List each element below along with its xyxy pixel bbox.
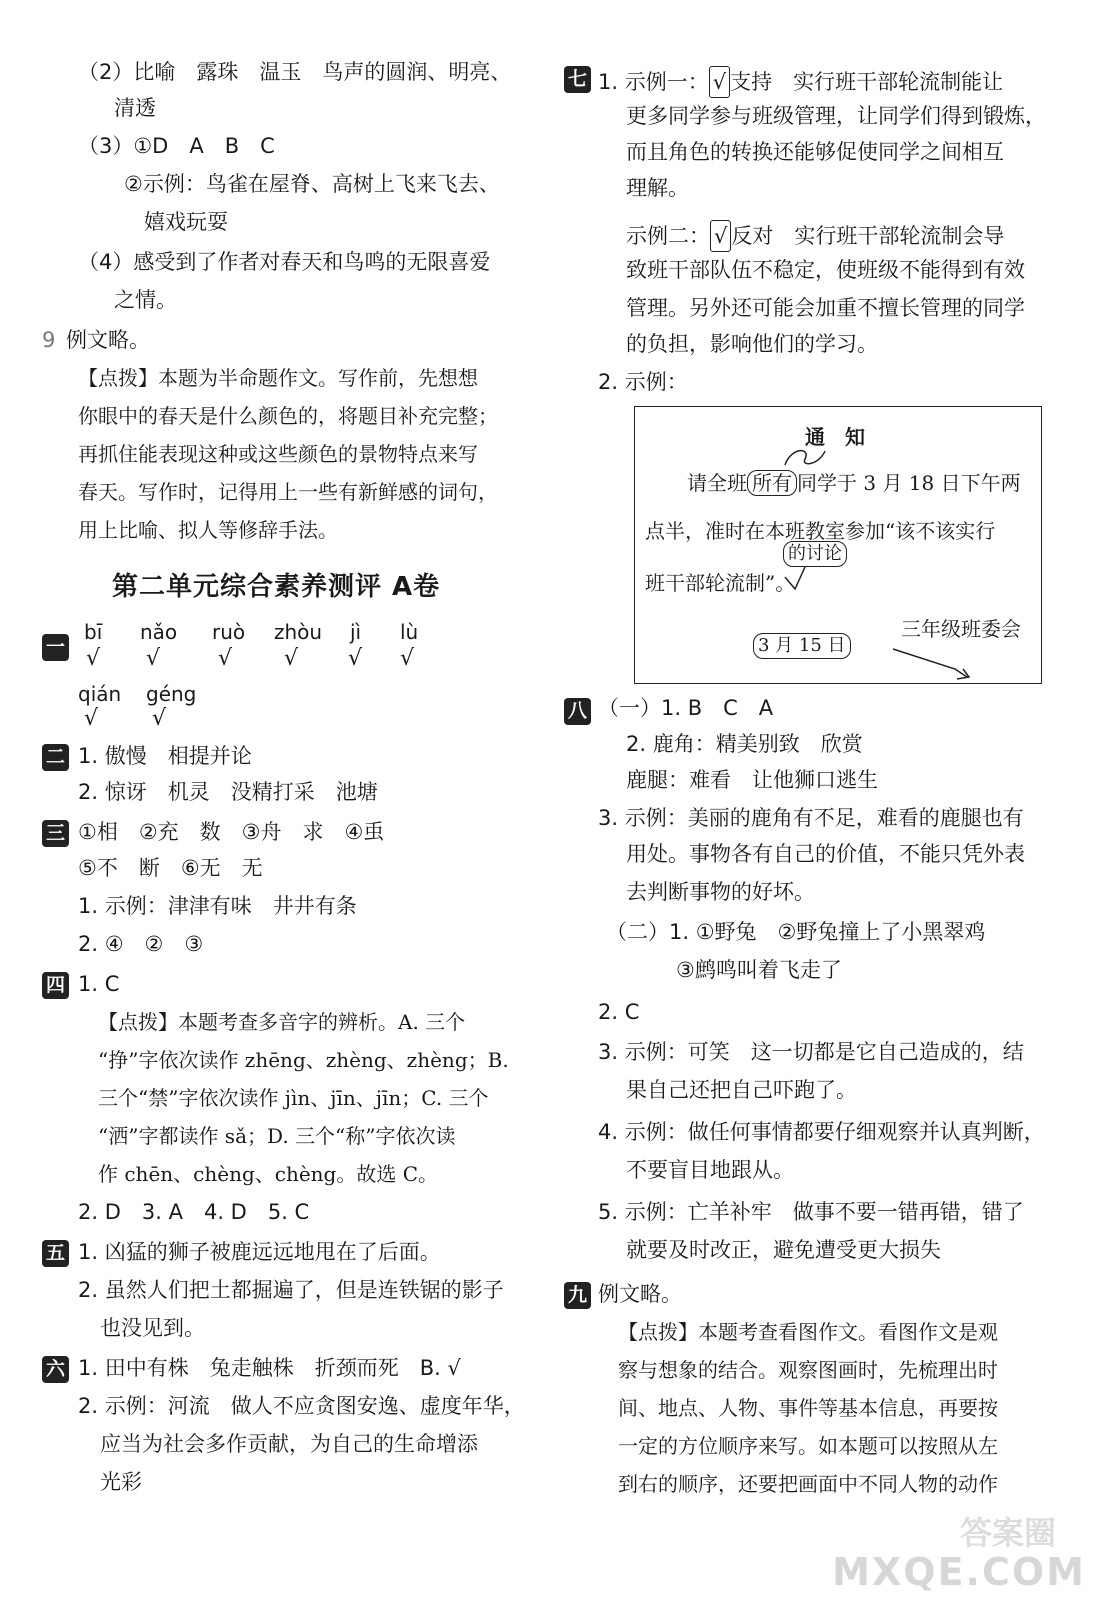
section-4-badge: 四 xyxy=(42,972,69,999)
answer-7-2: 2. 示例： xyxy=(598,370,688,394)
tip-9-line: 到右的顺序，还要把画面中不同人物的动作 xyxy=(618,1472,998,1496)
watermark: MXQE.COM xyxy=(832,1550,1086,1594)
section-2-badge: 二 xyxy=(42,744,69,771)
pinyin: ruò xyxy=(212,620,246,644)
answer-8-part1-3-cont: 用处。事物各有自己的价值，不能只凭外表 xyxy=(626,842,1025,866)
answer-8-2: （2）比喻 露珠 温玉 鸟声的圆润、明亮、 xyxy=(78,60,512,84)
answer-8-part1-3: 3. 示例：美丽的鹿角有不足，难看的鹿腿也有 xyxy=(598,806,1024,830)
check-mark: √ xyxy=(146,646,161,671)
tip-4-line: 【点拨】本题考查多音字的辨析。A. 三个 xyxy=(98,1010,466,1034)
tip-4-line: “挣”字依次读作 zhēng、zhèng、zhèng；B. xyxy=(98,1048,509,1072)
answer-8-3-2-cont: 嬉戏玩耍 xyxy=(144,210,228,234)
answer-8-part2-5-cont: 就要及时改正，避免遭受更大损失 xyxy=(626,1238,941,1262)
answer-5-1: 1. 凶猛的狮子被鹿远远地甩在了后面。 xyxy=(78,1240,441,1264)
answer-7-1 xyxy=(598,66,1003,98)
answer-8-4: （4）感受到了作者对春天和鸟鸣的无限喜爱 xyxy=(78,250,491,274)
tip-9-line: 【点拨】本题考查看图作文。看图作文是观 xyxy=(618,1320,998,1344)
answer-8-part2-4: 4. 示例：做任何事情都要仔细观察并认真判断， xyxy=(598,1120,1045,1144)
notice-box xyxy=(634,406,1042,684)
tip-9-line: 间、地点、人物、事件等基本信息，再要按 xyxy=(618,1396,998,1420)
notice-title: 通 知 xyxy=(805,425,865,449)
caret-mark xyxy=(785,567,805,589)
inserted-word: 所有 xyxy=(747,470,797,496)
answer-8-part2-4-cont: 不要盲目地跟从。 xyxy=(626,1158,794,1182)
answer-4-1: 1. C xyxy=(78,972,120,996)
example-label: 1. 示例一： xyxy=(598,70,709,94)
check-mark: √ xyxy=(86,646,101,671)
example-text: 反对 实行班干部轮流制会导 xyxy=(731,224,1005,248)
section-3-badge: 三 xyxy=(42,820,69,847)
section-6-badge: 六 xyxy=(42,1356,69,1383)
answer-7-1-example2-cont: 的负担，影响他们的学习。 xyxy=(626,332,878,356)
insert-mark xyxy=(785,451,825,465)
check-mark: √ xyxy=(284,646,299,671)
answer-8-part1-2: 2. 鹿角：精美别致 欣赏 xyxy=(626,732,863,756)
answer-8-part2-3-cont: 果自己还把自己吓跑了。 xyxy=(626,1078,857,1102)
answer-7-1-example2-cont: 管理。另外还可能会加重不擅长管理的同学 xyxy=(626,296,1025,320)
answer-7-1-example2 xyxy=(626,220,1004,252)
answer-8-part2-2: 2. C xyxy=(598,1000,640,1024)
answer-2-1: 1. 傲慢 相提并论 xyxy=(78,744,252,768)
answer-5-2-cont: 也没见到。 xyxy=(100,1316,205,1340)
tip-9-line: 春天。写作时，记得用上一些有新鲜感的词句， xyxy=(78,480,498,504)
tip-9-line: 再抓住能表现这种或这些颜色的景物特点来写 xyxy=(78,442,478,466)
answer-8-3: （3）①D A B C xyxy=(78,134,275,158)
answer-6-2-cont: 应当为社会多作贡献，为自己的生命增添 xyxy=(100,1432,478,1456)
tip-9-line: 【点拨】本题为半命题作文。写作前，先想想 xyxy=(78,366,478,390)
section-5-badge: 五 xyxy=(42,1240,69,1267)
section-heading: 第二单元综合素养测评 A卷 xyxy=(112,572,441,602)
question-9-number: 9 xyxy=(42,328,56,352)
check-box: √ xyxy=(709,66,730,98)
pinyin: qián xyxy=(78,682,122,706)
tip-9-line: 用上比喻、拟人等修辞手法。 xyxy=(78,518,338,542)
check-mark: √ xyxy=(218,646,233,671)
answer-8-part2: （二）1. ①野兔 ②野兔撞上了小黑翠鸡 xyxy=(606,920,986,944)
pinyin: zhòu xyxy=(274,620,323,644)
pinyin: bī xyxy=(84,620,103,644)
answer-3: ①相 ②充 数 ③舟 求 ④䖝 xyxy=(78,820,385,844)
check-mark: √ xyxy=(400,646,415,671)
section-8-badge: 八 xyxy=(564,698,591,725)
revision-marks xyxy=(635,407,1041,683)
check-box: √ xyxy=(710,220,731,252)
answer-6-2: 2. 示例：河流 做人不应贪图安逸、虚度年华， xyxy=(78,1394,525,1418)
notice-line-3: 班干部轮流制”。 xyxy=(645,571,796,595)
question-9-answer: 例文略。 xyxy=(66,328,150,352)
tip-4-line: “洒”字都读作 sǎ；D. 三个“称”字依次读 xyxy=(98,1124,456,1148)
pinyin: lù xyxy=(400,620,419,644)
check-mark: √ xyxy=(152,706,167,731)
answer-8-part2-cont: ③鹧鸣叫着飞走了 xyxy=(676,958,842,982)
pinyin: jì xyxy=(350,620,362,644)
answer-8-part1-2b: 鹿腿：难看 让他狮口逃生 xyxy=(626,768,878,792)
answer-7-1-example2-cont: 致班干部队伍不稳定，使班级不能得到有效 xyxy=(626,258,1025,282)
pinyin: nǎo xyxy=(140,620,178,644)
answer-8-part2-3: 3. 示例：可笑 这一切都是它自己造成的，结 xyxy=(598,1040,1024,1064)
answer-9: 例文略。 xyxy=(598,1282,682,1306)
answer-7-1-cont: 理解。 xyxy=(626,176,689,200)
answer-8-part1-3-cont: 去判断事物的好坏。 xyxy=(626,880,815,904)
answer-8-part1: （一）1. B C A xyxy=(598,696,774,720)
pinyin: géng xyxy=(146,682,197,706)
answer-4-rest: 2. D 3. A 4. D 5. C xyxy=(78,1200,310,1224)
notice-text: 同学于 3 月 18 日下午两 xyxy=(797,471,1021,495)
check-mark: √ xyxy=(84,706,99,731)
tip-9-line: 一定的方位顺序来写。如本题可以按照从左 xyxy=(618,1434,998,1458)
answer-3-cont: ⑤不 断 ⑥无 无 xyxy=(78,856,263,880)
answer-7-1-cont: 而且角色的转换还能够促使同学之间相互 xyxy=(626,140,1004,164)
inserted-phrase-text: 的讨论 xyxy=(783,541,847,567)
tip-9-line: 察与想象的结合。观察图画时，先梳理出时 xyxy=(618,1358,998,1382)
answer-5-2: 2. 虽然人们把土都掘遍了，但是连铁锯的影子 xyxy=(78,1278,504,1302)
section-9-badge: 九 xyxy=(564,1282,591,1309)
answer-6-2-cont: 光彩 xyxy=(100,1470,142,1494)
answer-8-part2-5: 5. 示例：亡羊补牢 做事不要一错再错，错了 xyxy=(598,1200,1024,1224)
check-mark: √ xyxy=(348,646,363,671)
watermark-cn: 答案圈 xyxy=(959,1514,1056,1552)
answer-3-2: 2. ④ ② ③ xyxy=(78,932,204,956)
notice-text: 请全班 xyxy=(687,471,747,495)
answer-6-1: 1. 田中有株 兔走触株 折颈而死 B. √ xyxy=(78,1356,461,1380)
section-1-badge: 一 xyxy=(42,634,69,661)
notice-line-2: 点半，准时在本班教室参加“该不该实行 xyxy=(645,519,996,543)
answer-7-1-cont: 更多同学参与班级管理，让同学们得到锻炼， xyxy=(626,104,1046,128)
answer-2-2: 2. 惊讶 机灵 没精打采 池塘 xyxy=(78,780,378,804)
example-label: 示例二： xyxy=(626,224,710,248)
tip-4-line: 作 chēn、chèng、chèng。故选 C。 xyxy=(98,1162,439,1186)
tip-4-line: 三个“禁”字依次读作 jìn、jīn、jīn；C. 三个 xyxy=(98,1086,489,1110)
answer-8-4-cont: 之情。 xyxy=(114,288,177,312)
tip-9-line: 你眼中的春天是什么颜色的，将题目补充完整； xyxy=(78,404,498,428)
answer-8-2-cont: 清透 xyxy=(114,96,156,120)
section-7-badge: 七 xyxy=(564,66,591,93)
notice-signature: 三年级班委会 xyxy=(901,617,1021,641)
move-arrow xyxy=(893,649,967,677)
example-text: 支持 实行班干部轮流制能让 xyxy=(730,70,1004,94)
notice-date-text: 3 月 15 日 xyxy=(753,633,851,659)
answer-8-3-2: ②示例：鸟雀在屋脊、高树上飞来飞去、 xyxy=(124,172,500,196)
answer-3-1: 1. 示例：津津有味 井井有条 xyxy=(78,894,357,918)
